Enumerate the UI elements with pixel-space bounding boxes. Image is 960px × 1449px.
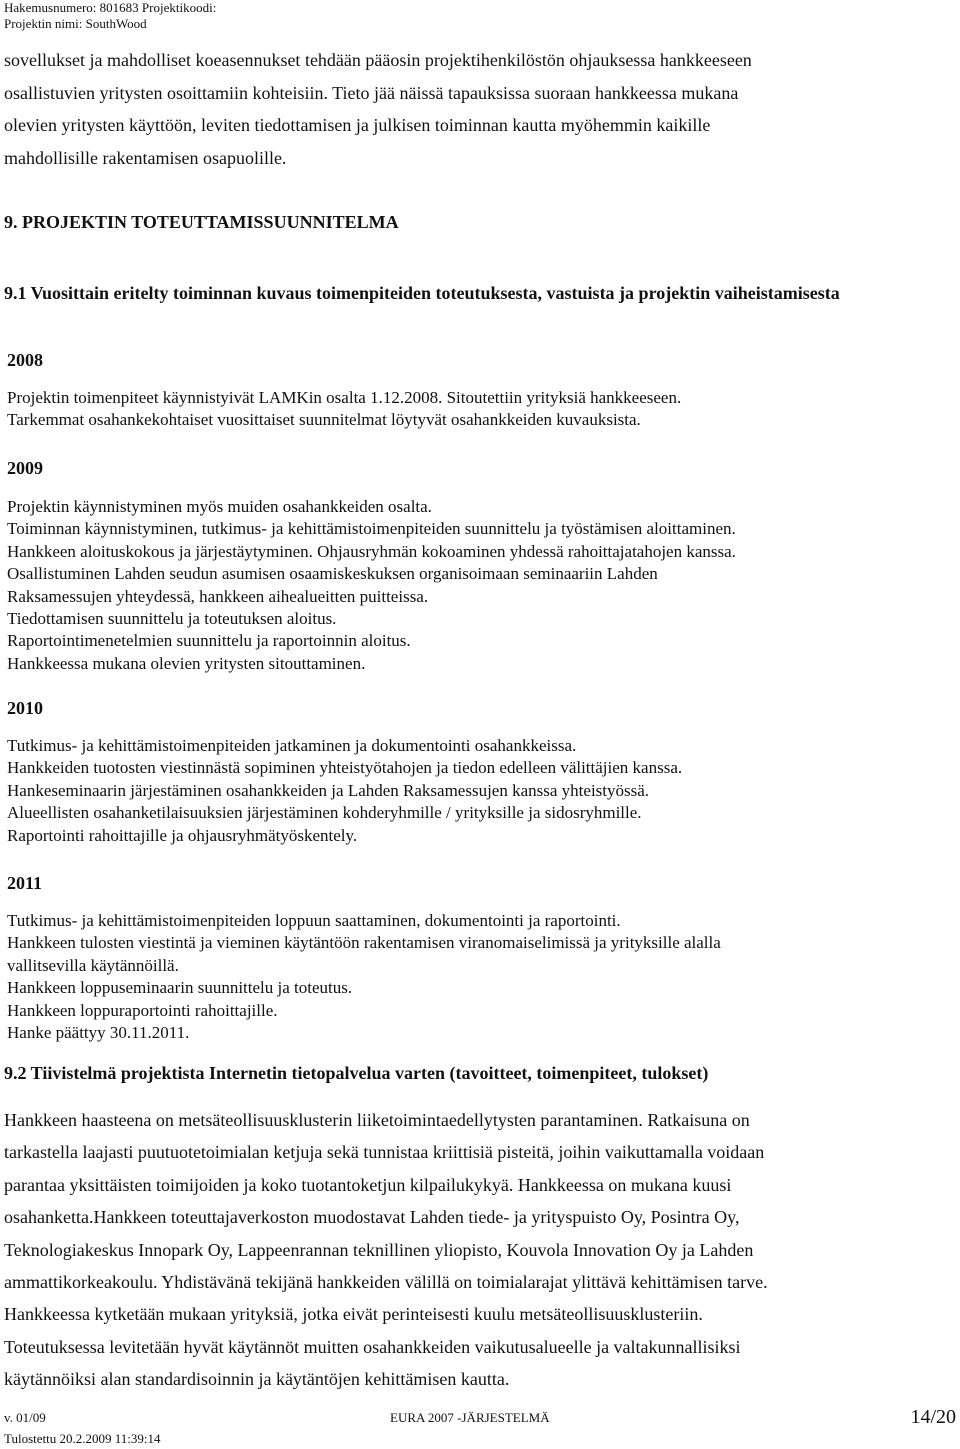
footer-version: v. 01/09 [4,1410,46,1425]
text-line: olevien yritysten käyttöön, leviten tiedottamisen ja julkisen toiminnan kautta myöhemmin kaikille [4,115,711,135]
intro-paragraph [4,44,954,174]
text-line: Hankkeessa kytketään mukaan yrityksiä, jotka eivät perinteisesti kuulu metsäteollisuusklusteriin. [4,1304,703,1325]
footer-print-timestamp: Tulostettu 20.2.2009 11:39:14 [4,1431,161,1446]
list-item: Projektin toimenpiteet käynnistyivät LAMKin osalta 1.12.2008. Sitoutettiin yrityksiä hankkeeseen. [7,388,682,407]
list-item: Hankkeiden tuotosten viestinnästä sopiminen yhteistyötahojen ja tiedon edelleen välittäjien kanssa. [7,758,683,778]
year-2011-list [7,910,955,1044]
text-line: osahanketta.Hankkeen toteuttajaverkoston muodostavat Lahden tiede- ja yrityspuisto Oy, Posintra Oy, [4,1207,740,1228]
header-application-number: Hakemusnumero: 801683 Projektikoodi: [4,0,217,15]
list-item: Hankkeen loppuraportointi rahoittajille. [7,1000,278,1020]
list-item: Raportointimenetelmien suunnittelu ja raportoinnin aloitus. [7,631,411,651]
list-item: Osallistuminen Lahden seudun asumisen osaamiskeskuksen organisoimaan seminaariin Lahden [7,564,658,584]
list-item: Tarkemmat osahankekohtaiset vuosittaiset suunnitelmat löytyvät osahankkeiden kuvauksista. [7,410,641,430]
list-item: Hanke päättyy 30.11.2011. [7,1023,190,1043]
text-line: Toteutuksessa levitetään hyvät käytännöt muitten osahankkeiden vaikutusalueelle ja valtakunnallisiksi [4,1336,741,1357]
year-heading-2008: 2008 [7,350,43,370]
year-2010-list [7,735,955,847]
text-line: mahdollisille rakentamisen osapuolille. [4,147,287,168]
list-item: Hankkeen loppuseminaarin suunnittelu ja toteutus. [7,978,353,998]
text-line: sovellukset ja mahdolliset koeasennukset tehdään pääosin projektihenkilöstön ohjauksessa hankkeeseen [4,50,752,70]
text-line: käytännöiksi alan standardisoinnin ja käytäntöjen kehittämisen kautta. [4,1369,510,1390]
year-heading-2010: 2010 [7,698,43,718]
year-heading-2011: 2011 [7,873,43,893]
year-2008-list [7,387,955,432]
list-item: Hankkeessa mukana olevien yritysten sitouttaminen. [7,653,366,673]
list-item: Toiminnan käynnistyminen, tutkimus- ja kehittämistoimenpiteiden suunnittelu ja työstämisen aloittaminen. [7,519,736,539]
section-9-2-heading: 9.2 Tiivistelmä projektista Internetin tietopalvelua varten (tavoitteet, toimenpiteet, tulokset) [4,1063,709,1083]
list-item: Tutkimus- ja kehittämistoimenpiteiden loppuun saattaminen, dokumentointi ja raportointi. [7,911,621,930]
section-9-heading: 9. PROJEKTIN TOTEUTTAMISSUUNNITELMA [4,212,399,232]
list-item: Raksamessujen yhteydessä, hankkeen aihealueitten puitteissa. [7,586,429,606]
list-item: Tiedottamisen suunnittelu ja toteutuksen aloitus. [7,609,337,629]
text-line: parantaa yksittäisten toimijoiden ja koko tuotantoketjun kilpailukykyä. Hankkeessa on mukana kuusi [4,1174,732,1195]
text-line: osallistuvien yritysten osoittamiin kohteisiin. Tieto jää näissä tapauksissa suoraan hankkeessa mukana [4,82,739,103]
list-item: Projektin käynnistyminen myös muiden osahankkeiden osalta. [7,497,432,516]
header-project-name: Projektin nimi: SouthWood [4,16,147,31]
text-line: ammattikorkeakoulu. Yhdistävänä tekijänä hankkeiden välillä on toimialarajat ylittävä kehittämisen tarve. [4,1272,768,1293]
year-2009-list [7,496,955,675]
list-item: Raportointi rahoittajille ja ohjausryhmätyöskentely. [7,825,358,845]
list-item: Hankkeen tulosten viestintä ja vieminen käytäntöön rakentamisen viranomaiselimissä ja yrityksille alalla [7,933,721,953]
list-item: Hankkeen aloituskokous ja järjestäytyminen. Ohjausryhmän kokoaminen yhdessä rahoittajatahojen kanssa. [7,541,736,561]
list-item: Alueellisten osahanketilaisuuksien järjestäminen kohderyhmille / yrityksille ja sidosryhmille. [7,803,642,823]
year-heading-2009: 2009 [7,458,43,478]
list-item: Tutkimus- ja kehittämistoimenpiteiden jatkaminen ja dokumentointi osahankkeissa. [7,736,577,755]
text-line: tarkastella laajasti puutuotetoimialan ketjuja sekä tunnistaa kriittisiä pisteitä, joihin vaikuttamalla voidaan [4,1142,765,1163]
summary-paragraph [4,1104,956,1396]
list-item: Hankeseminaarin järjestäminen osahankkeiden ja Lahden Raksamessujen kanssa yhteistyössä. [7,780,650,800]
section-9-1-heading: 9.1 Vuosittain eritelty toiminnan kuvaus toimenpiteiden toteutuksesta, vastuista ja projektin vaiheistamisesta [4,283,840,303]
text-line: Hankkeen haasteena on metsäteollisuusklusterin liiketoimintaedellytysten parantaminen. Ratkaisuna on [4,1110,750,1130]
footer-system-name: EURA 2007 -JÄRJESTELMÄ [390,1410,550,1425]
text-line: Teknologiakeskus Innopark Oy, Lappeenrannan teknillinen yliopisto, Kouvola Innovation Oy ja Lahden [4,1239,754,1260]
list-item: vallitsevilla käytännöillä. [7,955,179,975]
page-number: 14/20 [910,1406,956,1428]
